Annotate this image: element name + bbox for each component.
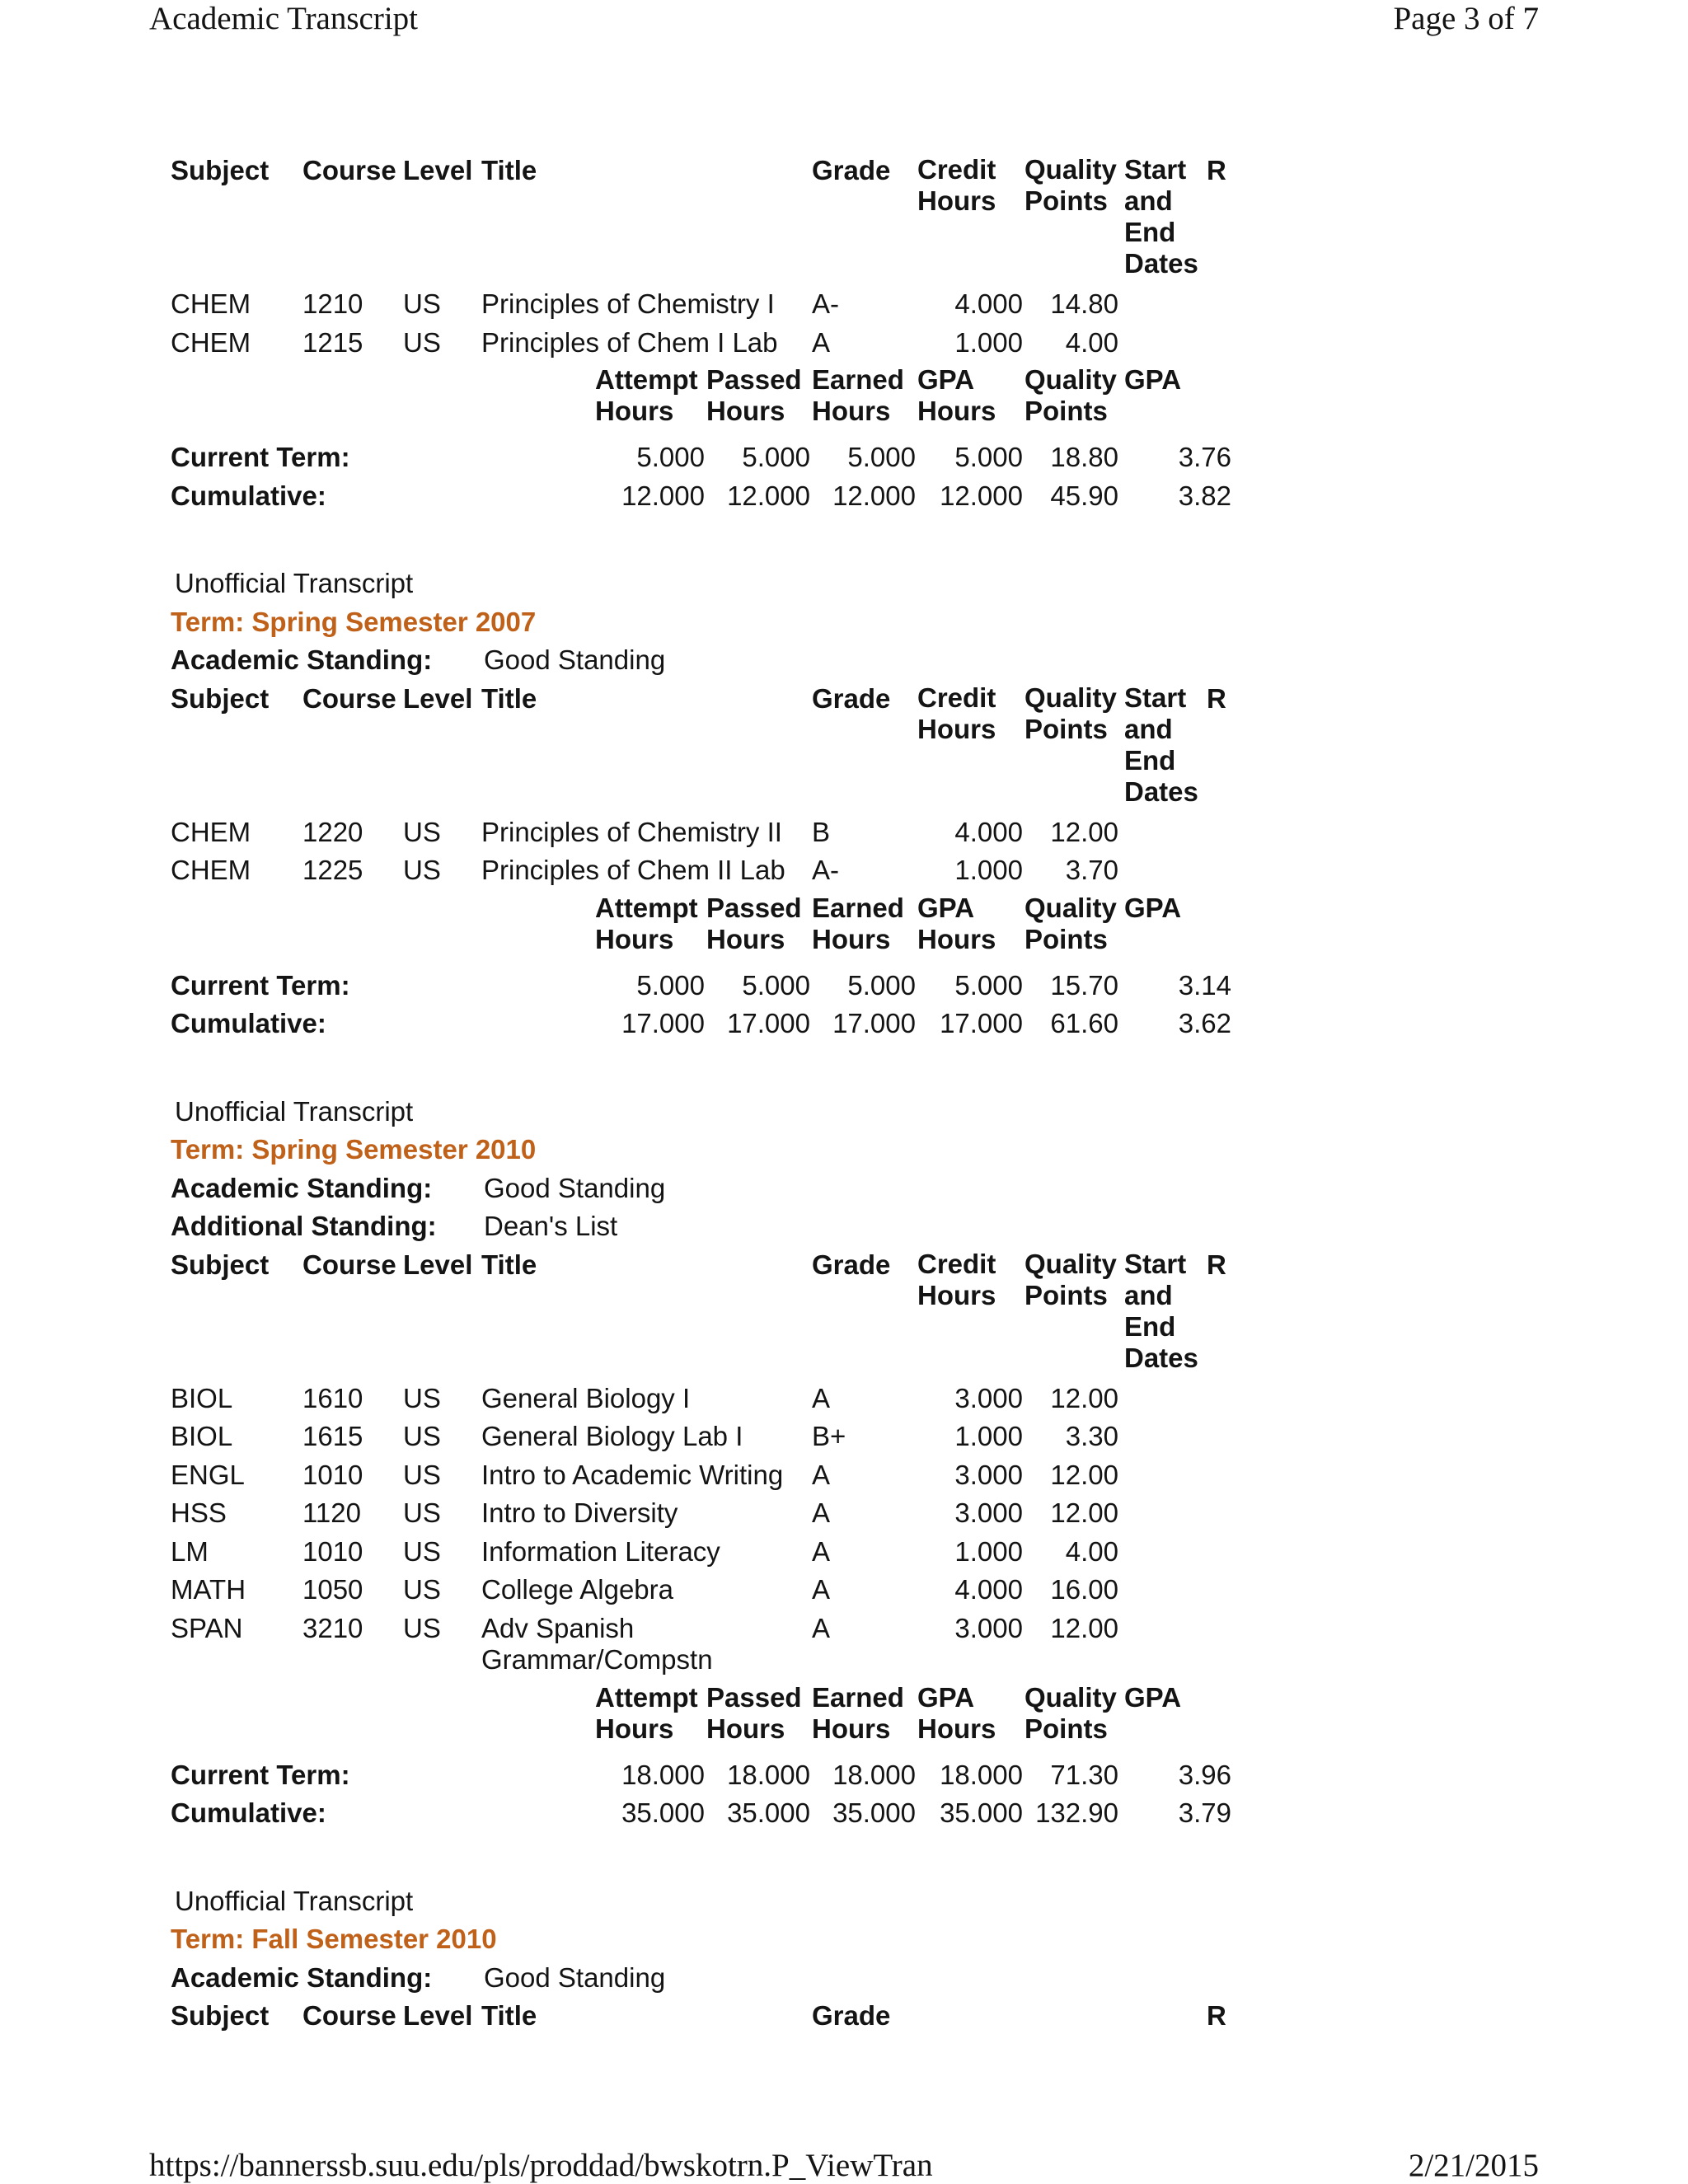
document-title: Academic Transcript bbox=[149, 1, 419, 36]
course-subject: ENGL bbox=[171, 1459, 245, 1490]
course-quality: 12.00 bbox=[1050, 1612, 1118, 1643]
course-credit: 4.000 bbox=[954, 1574, 1023, 1605]
earned-hours: 5.000 bbox=[847, 969, 916, 1001]
course-quality: 4.00 bbox=[1065, 326, 1118, 358]
header-subject: Subject bbox=[171, 1249, 270, 1280]
course-quality: 4.00 bbox=[1065, 1535, 1118, 1567]
earned-hours: 5.000 bbox=[847, 442, 916, 472]
academic-standing-value: Good Standing bbox=[484, 644, 666, 675]
header-quality-points: Quality Points bbox=[1025, 1248, 1117, 1310]
course-subject: MATH bbox=[171, 1574, 246, 1605]
header-gpa-hours: GPA Hours bbox=[917, 892, 996, 954]
course-number: 1215 bbox=[302, 326, 363, 358]
course-credit: 1.000 bbox=[954, 855, 1023, 885]
gpa-hours: 18.000 bbox=[940, 1759, 1023, 1790]
course-title: Intro to Academic Writing bbox=[481, 1459, 784, 1490]
course-level: US bbox=[403, 1421, 441, 1451]
earned-hours: 18.000 bbox=[832, 1759, 916, 1790]
cumulative-row bbox=[171, 477, 1242, 516]
course-row bbox=[171, 324, 1242, 363]
course-grade: A bbox=[812, 1612, 831, 1643]
header-r: R bbox=[1207, 682, 1226, 714]
course-credit: 3.000 bbox=[954, 1382, 1023, 1413]
course-header-row bbox=[171, 1997, 1242, 2036]
course-credit: 4.000 bbox=[954, 288, 1023, 319]
attempt-hours: 5.000 bbox=[636, 442, 705, 472]
passed-hours: 5.000 bbox=[742, 442, 810, 472]
course-title: Principles of Chemistry II bbox=[481, 816, 782, 847]
header-summary-quality-points: Quality Points bbox=[1025, 892, 1117, 954]
passed-hours: 5.000 bbox=[742, 969, 810, 1001]
course-credit: 3.000 bbox=[954, 1612, 1023, 1643]
summary-header-row bbox=[171, 362, 1242, 438]
earned-hours: 17.000 bbox=[832, 1008, 916, 1038]
course-row bbox=[171, 1610, 1242, 1680]
header-earned-hours: Earned Hours bbox=[812, 364, 904, 426]
gpa-hours: 5.000 bbox=[954, 969, 1023, 1001]
cumulative-label: Cumulative: bbox=[171, 1008, 326, 1038]
course-row bbox=[171, 1571, 1242, 1610]
course-credit: 1.000 bbox=[954, 1535, 1023, 1567]
course-level: US bbox=[403, 816, 441, 847]
header-grade: Grade bbox=[812, 1249, 891, 1280]
course-row bbox=[171, 813, 1242, 852]
header-credit-hours: Credit Hours bbox=[917, 682, 996, 744]
gpa-value: 3.62 bbox=[1178, 1008, 1231, 1038]
attempt-hours: 17.000 bbox=[621, 1008, 705, 1038]
course-number: 1615 bbox=[302, 1421, 363, 1451]
course-credit: 3.000 bbox=[954, 1459, 1023, 1490]
academic-standing-label: Academic Standing: bbox=[171, 1172, 433, 1203]
header-quality-points: Quality Points bbox=[1025, 154, 1117, 216]
course-grade: A- bbox=[812, 288, 839, 319]
header-credit-hours: Credit Hours bbox=[917, 1248, 996, 1310]
cumulative-label: Cumulative: bbox=[171, 1797, 326, 1828]
course-quality: 3.70 bbox=[1065, 855, 1118, 885]
course-row bbox=[171, 1494, 1242, 1533]
current-term-label: Current Term: bbox=[171, 1759, 350, 1790]
header-attempt-hours: Attempt Hours bbox=[595, 892, 698, 954]
header-attempt-hours: Attempt Hours bbox=[595, 364, 698, 426]
unofficial-transcript-label: Unofficial Transcript bbox=[175, 1885, 414, 1916]
course-title: Adv Spanish Grammar/Compstn bbox=[481, 1612, 713, 1675]
header-course: Course bbox=[302, 682, 396, 714]
header-title: Title bbox=[481, 682, 537, 714]
header-passed-hours: Passed Hours bbox=[706, 364, 802, 426]
additional-standing-row bbox=[171, 1207, 1242, 1246]
course-number: 3210 bbox=[302, 1612, 363, 1643]
course-row bbox=[171, 851, 1242, 890]
academic-standing-row bbox=[171, 1169, 1242, 1208]
course-grade: A bbox=[812, 1459, 831, 1490]
current-term-label: Current Term: bbox=[171, 442, 350, 472]
course-number: 1210 bbox=[302, 288, 363, 319]
course-grade: B bbox=[812, 816, 831, 847]
quality-points: 18.80 bbox=[1050, 442, 1118, 472]
gpa-value: 3.82 bbox=[1178, 480, 1231, 511]
course-header-row bbox=[171, 152, 1242, 285]
course-title: Principles of Chemistry I bbox=[481, 288, 775, 319]
header-quality-points: Quality Points bbox=[1025, 682, 1117, 744]
course-subject: CHEM bbox=[171, 816, 251, 847]
passed-hours: 18.000 bbox=[727, 1759, 810, 1790]
earned-hours: 12.000 bbox=[832, 480, 916, 511]
academic-standing-label: Academic Standing: bbox=[171, 644, 433, 675]
course-credit: 1.000 bbox=[954, 1421, 1023, 1451]
academic-standing-row bbox=[171, 641, 1242, 680]
course-title: Information Literacy bbox=[481, 1535, 720, 1567]
page-footer bbox=[149, 2147, 1539, 2184]
course-subject: HSS bbox=[171, 1497, 227, 1528]
course-grade: A- bbox=[812, 855, 839, 885]
gpa-value: 3.14 bbox=[1178, 969, 1231, 1001]
course-grade: A bbox=[812, 1535, 831, 1567]
unofficial-transcript-label: Unofficial Transcript bbox=[175, 568, 414, 598]
header-title: Title bbox=[481, 2000, 537, 2031]
header-gpa: GPA bbox=[1124, 892, 1182, 923]
course-number: 1010 bbox=[302, 1535, 363, 1567]
gpa-hours: 5.000 bbox=[954, 442, 1023, 472]
header-r: R bbox=[1207, 1249, 1226, 1280]
course-title: Intro to Diversity bbox=[481, 1497, 678, 1528]
course-quality: 12.00 bbox=[1050, 1459, 1118, 1490]
course-level: US bbox=[403, 1612, 441, 1643]
unofficial-transcript-label: Unofficial Transcript bbox=[175, 1095, 414, 1127]
course-row bbox=[171, 1380, 1242, 1418]
course-level: US bbox=[403, 1459, 441, 1490]
course-title: College Algebra bbox=[481, 1574, 673, 1605]
quality-points: 45.90 bbox=[1050, 480, 1118, 511]
header-attempt-hours: Attempt Hours bbox=[595, 1681, 698, 1744]
current-term-row bbox=[171, 967, 1242, 1005]
header-subject: Subject bbox=[171, 2000, 270, 2031]
gpa-hours: 35.000 bbox=[940, 1797, 1023, 1828]
passed-hours: 35.000 bbox=[727, 1797, 810, 1828]
cumulative-row bbox=[171, 1005, 1242, 1043]
course-grade: A bbox=[812, 1574, 831, 1605]
course-credit: 4.000 bbox=[954, 816, 1023, 847]
header-grade: Grade bbox=[812, 155, 891, 185]
academic-standing-value: Good Standing bbox=[484, 1961, 666, 1993]
course-header-row bbox=[171, 1246, 1242, 1380]
gpa-value: 3.76 bbox=[1178, 442, 1231, 472]
header-title: Title bbox=[481, 1249, 537, 1280]
header-gpa-hours: GPA Hours bbox=[917, 1681, 996, 1744]
gpa-hours: 17.000 bbox=[940, 1008, 1023, 1038]
header-level: Level bbox=[403, 682, 473, 714]
passed-hours: 17.000 bbox=[727, 1008, 810, 1038]
header-earned-hours: Earned Hours bbox=[812, 1681, 904, 1744]
header-start-end-dates: Start and End Dates bbox=[1124, 682, 1198, 807]
summary-header-row bbox=[171, 890, 1242, 967]
quality-points: 15.70 bbox=[1050, 969, 1118, 1001]
course-subject: BIOL bbox=[171, 1382, 233, 1413]
additional-standing-value: Dean's List bbox=[484, 1211, 618, 1241]
course-number: 1010 bbox=[302, 1459, 363, 1490]
header-earned-hours: Earned Hours bbox=[812, 892, 904, 954]
header-r: R bbox=[1207, 2000, 1226, 2031]
passed-hours: 12.000 bbox=[727, 480, 810, 511]
course-title: General Biology I bbox=[481, 1382, 691, 1413]
course-level: US bbox=[403, 1382, 441, 1413]
header-summary-quality-points: Quality Points bbox=[1025, 1681, 1117, 1744]
course-level: US bbox=[403, 1574, 441, 1605]
header-gpa: GPA bbox=[1124, 364, 1182, 395]
quality-points: 61.60 bbox=[1050, 1008, 1118, 1038]
course-row bbox=[171, 1418, 1242, 1456]
header-level: Level bbox=[403, 155, 473, 185]
page-url: https://bannerssb.suu.edu/pls/proddad/bwskotrn.P_ViewTran bbox=[149, 2148, 933, 2183]
course-row bbox=[171, 1533, 1242, 1572]
course-level: US bbox=[403, 1497, 441, 1528]
header-level: Level bbox=[403, 2000, 473, 2031]
course-header-row bbox=[171, 680, 1242, 813]
header-title: Title bbox=[481, 155, 537, 185]
earned-hours: 35.000 bbox=[832, 1797, 916, 1828]
course-number: 1220 bbox=[302, 816, 363, 847]
attempt-hours: 12.000 bbox=[621, 480, 705, 511]
current-term-label: Current Term: bbox=[171, 969, 350, 1001]
header-passed-hours: Passed Hours bbox=[706, 1681, 802, 1744]
course-number: 1225 bbox=[302, 855, 363, 885]
course-credit: 1.000 bbox=[954, 326, 1023, 358]
current-term-row bbox=[171, 438, 1242, 477]
term-title: Term: Spring Semester 2010 bbox=[171, 1134, 537, 1165]
header-course: Course bbox=[302, 2000, 396, 2031]
header-subject: Subject bbox=[171, 155, 270, 185]
academic-standing-label: Academic Standing: bbox=[171, 1961, 433, 1993]
gpa-value: 3.96 bbox=[1178, 1759, 1231, 1790]
header-level: Level bbox=[403, 1249, 473, 1280]
header-course: Course bbox=[302, 1249, 396, 1280]
term-title: Term: Spring Semester 2007 bbox=[171, 606, 537, 637]
course-level: US bbox=[403, 1535, 441, 1567]
course-subject: BIOL bbox=[171, 1421, 233, 1451]
course-grade: A bbox=[812, 1497, 831, 1528]
course-title: Principles of Chem I Lab bbox=[481, 326, 778, 358]
course-quality: 12.00 bbox=[1050, 816, 1118, 847]
header-gpa-hours: GPA Hours bbox=[917, 364, 996, 426]
summary-header-row bbox=[171, 1680, 1242, 1756]
page-number: Page 3 of 7 bbox=[1393, 1, 1539, 36]
course-row bbox=[171, 285, 1242, 324]
term-title: Term: Fall Semester 2010 bbox=[171, 1924, 497, 1954]
transcript-content bbox=[171, 152, 1242, 2036]
academic-standing-value: Good Standing bbox=[484, 1172, 666, 1203]
course-subject: SPAN bbox=[171, 1612, 243, 1643]
header-start-end-dates: Start and End Dates bbox=[1124, 1248, 1198, 1373]
course-number: 1610 bbox=[302, 1382, 363, 1413]
course-grade: A bbox=[812, 1382, 831, 1413]
page-header bbox=[149, 0, 1539, 37]
gpa-value: 3.79 bbox=[1178, 1797, 1231, 1828]
quality-points: 71.30 bbox=[1050, 1759, 1118, 1790]
attempt-hours: 18.000 bbox=[621, 1759, 705, 1790]
header-subject: Subject bbox=[171, 682, 270, 714]
course-grade: A bbox=[812, 326, 831, 358]
academic-standing-row bbox=[171, 1959, 1242, 1998]
course-quality: 3.30 bbox=[1065, 1421, 1118, 1451]
additional-standing-label: Additional Standing: bbox=[171, 1211, 437, 1241]
course-subject: CHEM bbox=[171, 855, 251, 885]
current-term-row bbox=[171, 1756, 1242, 1795]
cumulative-label: Cumulative: bbox=[171, 480, 326, 511]
course-grade: B+ bbox=[812, 1421, 846, 1451]
header-passed-hours: Passed Hours bbox=[706, 892, 802, 954]
attempt-hours: 5.000 bbox=[636, 969, 705, 1001]
header-grade: Grade bbox=[812, 2000, 891, 2031]
header-course: Course bbox=[302, 155, 396, 185]
course-title: General Biology Lab I bbox=[481, 1421, 743, 1451]
course-row bbox=[171, 1456, 1242, 1495]
gpa-hours: 12.000 bbox=[940, 480, 1023, 511]
course-subject: CHEM bbox=[171, 288, 251, 319]
header-credit-hours: Credit Hours bbox=[917, 154, 996, 216]
quality-points: 132.90 bbox=[1035, 1797, 1118, 1828]
cumulative-row bbox=[171, 1794, 1242, 1833]
course-quality: 12.00 bbox=[1050, 1497, 1118, 1528]
course-quality: 12.00 bbox=[1050, 1382, 1118, 1413]
course-level: US bbox=[403, 855, 441, 885]
course-subject: LM bbox=[171, 1535, 209, 1567]
header-gpa: GPA bbox=[1124, 1681, 1182, 1713]
print-date: 2/21/2015 bbox=[1408, 2148, 1539, 2183]
course-subject: CHEM bbox=[171, 326, 251, 358]
header-start-end-dates: Start and End Dates bbox=[1124, 154, 1198, 279]
course-level: US bbox=[403, 288, 441, 319]
course-number: 1120 bbox=[302, 1497, 361, 1528]
header-grade: Grade bbox=[812, 682, 891, 714]
header-summary-quality-points: Quality Points bbox=[1025, 364, 1117, 426]
course-credit: 3.000 bbox=[954, 1497, 1023, 1528]
attempt-hours: 35.000 bbox=[621, 1797, 705, 1828]
course-quality: 14.80 bbox=[1050, 288, 1118, 319]
course-quality: 16.00 bbox=[1050, 1574, 1118, 1605]
course-number: 1050 bbox=[302, 1574, 363, 1605]
header-r: R bbox=[1207, 155, 1226, 185]
course-level: US bbox=[403, 326, 441, 358]
course-title: Principles of Chem II Lab bbox=[481, 855, 785, 885]
